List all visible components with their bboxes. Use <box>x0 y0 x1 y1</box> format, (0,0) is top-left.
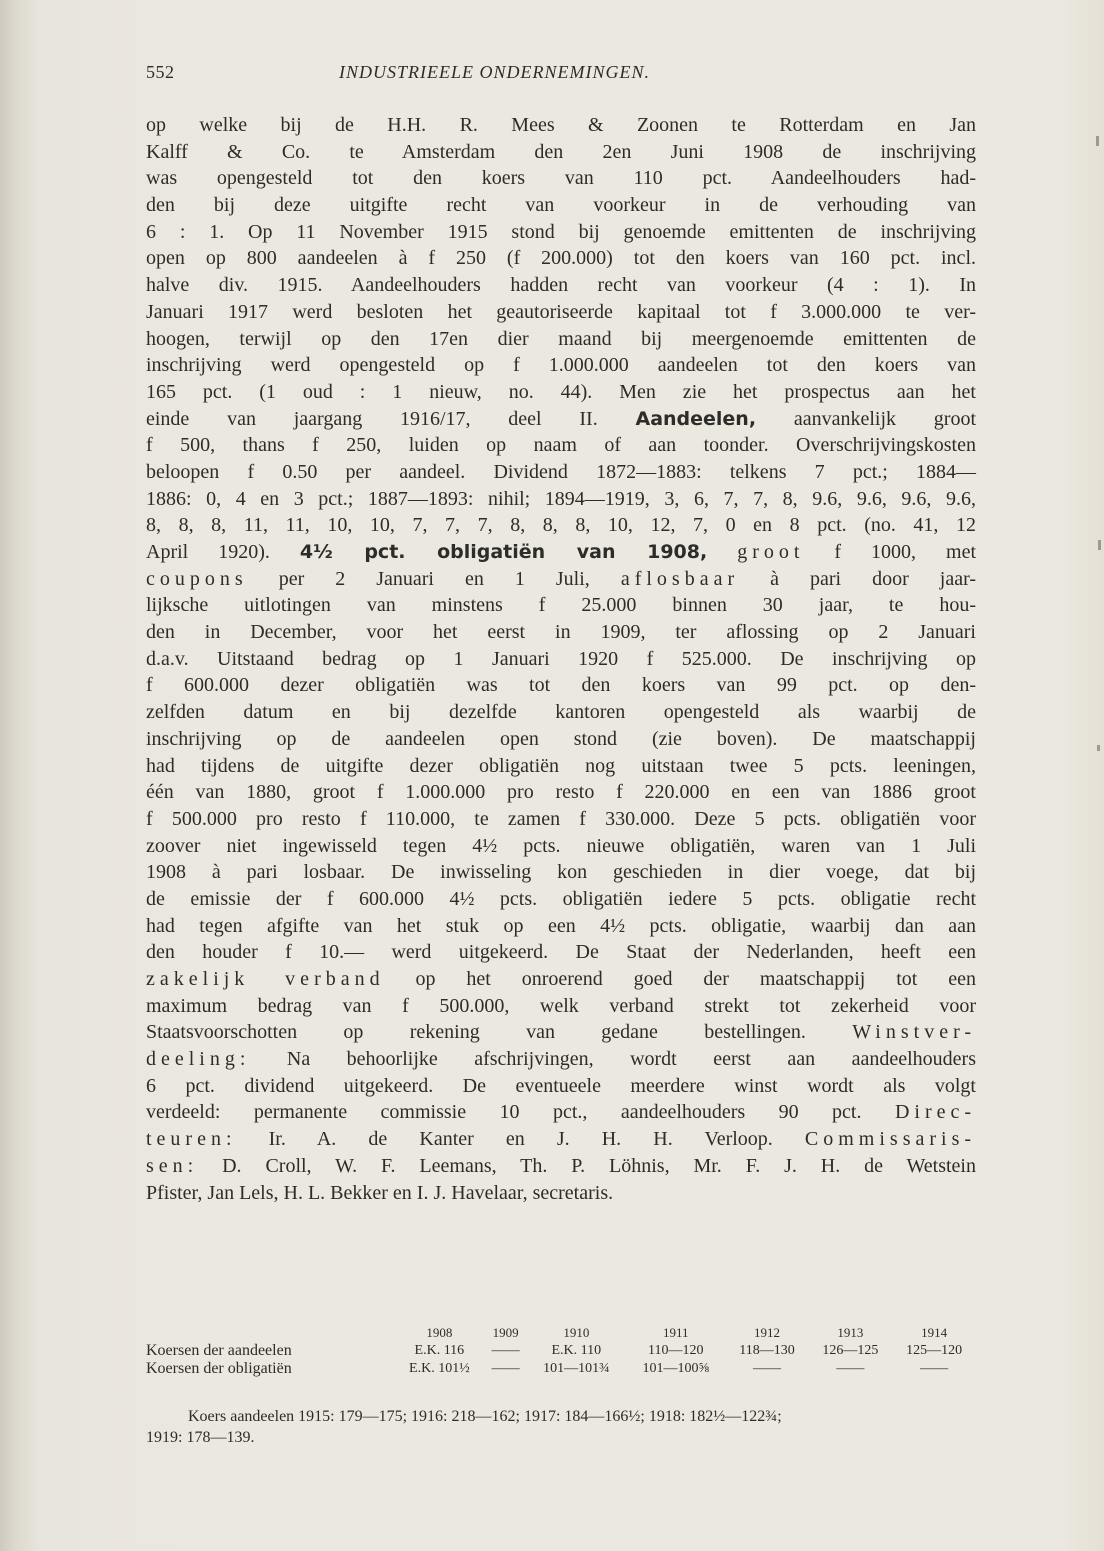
text-line: Januari 1917 werd besloten het geautoriseerde kapitaal tot f 3.000.000 te ver- <box>146 300 976 323</box>
text-line: 1886: 0, 4 en 3 pct.; 1887—1893: nihil; 1894—1919, 3, 6, 7, 7, 8, 9.6, 9.6, 9.6, 9.6, <box>146 487 976 510</box>
text-segment: Na behoorlijke afschrijvingen, wordt eerst aan aandeelhouders <box>286 1048 976 1071</box>
footnote-line: 1919: 178—139. <box>146 1429 255 1446</box>
spaced-term: sen: <box>146 1154 199 1177</box>
table-cell: —— <box>753 1361 781 1376</box>
price-table <box>146 1324 976 1378</box>
text-line: open op 800 aandeelen à f 250 (f 200.000) tot den koers van 160 pct. incl. <box>146 247 976 270</box>
table-cell: —— <box>920 1361 949 1376</box>
text-line: beloopen f 0.50 per aandeel. Dividend 1872—1883: telkens 7 pct.; 1884— <box>146 460 976 483</box>
text-line: 1908 à pari losbaar. De inwisseling kon geschieden in dier voege, dat bij <box>146 861 976 884</box>
text-line: inschrijving werd opengesteld op f 1.000.000 aandeelen tot den koers van <box>146 354 976 377</box>
text-line: Pfister, Jan Lels, H. L. Bekker en I. J. Havelaar, secretaris. <box>146 1181 614 1204</box>
year-header: 1912 <box>754 1325 780 1340</box>
text-line: de emissie der f 600.000 4½ pcts. obligatiën iedere 5 pcts. obligatie recht <box>146 887 976 910</box>
table-header-row <box>146 1324 976 1342</box>
footnote <box>146 1406 976 1448</box>
text-line: inschrijving op de aandeelen open stond (zie boven). De maatschappij <box>146 727 976 750</box>
text-line: halve div. 1915. Aandeelhouders hadden recht van voorkeur (4 : 1). In <box>146 274 976 297</box>
spaced-term: Direc- <box>894 1101 977 1124</box>
text-line: was opengesteld tot den koers van 110 pct. Aandeelhouders had- <box>146 167 976 190</box>
year-header: 1908 <box>426 1325 453 1340</box>
text-line <box>146 566 976 593</box>
text-segment: einde van jaargang 1916/17, deel II. <box>146 407 598 430</box>
text-line: zoover niet ingewisseld tegen 4½ pcts. nieuwe obligatiën, waren van 1 Juli <box>146 834 976 857</box>
spaced-term: Commissaris- <box>804 1128 977 1151</box>
margin-speck <box>1096 136 1099 146</box>
year-header: 1911 <box>663 1325 689 1340</box>
year-header: 1914 <box>921 1325 948 1340</box>
text-segment: verdeeld: permanente commissie 10 pct., aandeelhouders 90 pct. <box>146 1101 862 1124</box>
text-segment: aanvankelijk groot <box>793 407 977 430</box>
page-number: 552 <box>146 62 175 82</box>
table-cell: 125—120 <box>906 1343 963 1358</box>
table-cell: E.K. 110 <box>551 1343 602 1358</box>
text-line: f 500, thans f 250, luiden op naam of aan toonder. Overschrijvingskosten <box>146 434 976 457</box>
spaced-term: zakelijk verband <box>146 968 385 990</box>
text-segment: Ir. A. de Kanter en J. H. H. Verloop. <box>268 1128 773 1151</box>
margin-speck <box>1097 745 1100 751</box>
text-line: Kalff & Co. te Amsterdam den 2en Juni 1908 de inschrijving <box>146 140 976 163</box>
text-segment: Staatsvoorschotten op rekening van gedane bestellingen. <box>146 1021 806 1044</box>
row-label: Koersen der aandeelen <box>146 1342 292 1359</box>
text-line: d.a.v. Uitstaand bedrag op 1 Januari 1920 f 525.000. De inschrijving op <box>146 647 976 670</box>
text-line: had tegen afgifte van het stuk op een 4½ pcts. obligatie, waarbij dan aan <box>146 914 976 937</box>
text-segment: April 1920). <box>146 541 270 563</box>
table-cell: —— <box>491 1343 520 1358</box>
text-line: zelfden datum en bij dezelfde kantoren opengesteld als waarbij de <box>146 701 976 724</box>
text-line <box>146 966 976 993</box>
text-line: den houder f 10.— werd uitgekeerd. De Staat der Nederlanden, heeft een <box>146 941 976 964</box>
spaced-term: deeling: <box>146 1048 251 1071</box>
year-header: 1909 <box>492 1325 519 1340</box>
text-line <box>146 406 976 433</box>
table-cell: 118—130 <box>739 1343 795 1358</box>
table-cell: E.K. 101½ <box>409 1361 470 1376</box>
text-line <box>146 539 976 566</box>
table-cell: 101—100⅝ <box>642 1361 710 1376</box>
text-segment: per 2 Januari en 1 Juli, <box>278 567 590 590</box>
text-line: lijksche uitlotingen van minstens f 25.000 binnen 30 jaar, te hou- <box>146 594 976 617</box>
margin-speck <box>1098 540 1101 550</box>
text-line: 165 pct. (1 oud : 1 nieuw, no. 44). Men zie het prospectus aan het <box>146 380 976 403</box>
spaced-term: teuren: <box>146 1128 237 1151</box>
text-segment: f 1000, met <box>834 541 977 563</box>
text-line: maximum bedrag van f 500.000, welk verband strekt tot zekerheid voor <box>146 994 976 1017</box>
body-text <box>146 112 976 1206</box>
table-row <box>146 1342 976 1360</box>
text-line <box>146 1046 976 1073</box>
spaced-term: Winstver- <box>852 1021 977 1044</box>
table-cell: —— <box>491 1361 520 1376</box>
table-cell: —— <box>836 1361 865 1376</box>
text-line: op welke bij de H.H. R. Mees & Zoonen te Rotterdam en Jan <box>146 114 976 136</box>
table-cell: 101—101¾ <box>543 1361 610 1376</box>
section-heading-aandeelen: Aandeelen, <box>635 407 757 430</box>
text-line <box>146 1126 976 1153</box>
text-segment: op het onroerend goed der maatschappij tot een <box>415 968 977 990</box>
table-cell: 126—125 <box>822 1343 879 1358</box>
table-corner <box>146 1324 394 1342</box>
text-line: had tijdens de uitgifte dezer obligatiën nog uitstaan twee 5 pcts. leeningen, <box>146 754 976 777</box>
spaced-term: aflosbaar <box>620 567 740 590</box>
text-line: één van 1880, groot f 1.000.000 pro resto f 220.000 en een van 1886 groot <box>146 781 976 804</box>
table-row <box>146 1360 976 1378</box>
row-label: Koersen der obligatiën <box>146 1360 292 1377</box>
footnote-line: Koers aandeelen 1915: 179—175; 1916: 218—162; 1917: 184—166½; 1918: 182½—122¾; <box>188 1408 782 1425</box>
text-line: den in December, voor het eerst in 1909, ter aflossing op 2 Januari <box>146 621 976 644</box>
text-line <box>146 1099 976 1126</box>
spaced-term: coupons <box>146 567 248 590</box>
table-cell: 110—120 <box>648 1343 704 1358</box>
text-line: den bij deze uitgifte recht van voorkeur in de verhouding van <box>146 194 976 217</box>
text-line: 6 pct. dividend uitgekeerd. De eventueele meerdere winst wordt als volgt <box>146 1074 976 1097</box>
year-header: 1913 <box>837 1325 864 1340</box>
text-line <box>146 1019 976 1046</box>
text-segment: D. Croll, W. F. Leemans, Th. P. Löhnis, Mr. F. J. H. de Wetstein <box>222 1154 976 1177</box>
spaced-term: groot <box>737 541 805 563</box>
text-line: 6 : 1. Op 11 November 1915 stond bij genoemde emittenten de inschrijving <box>146 220 976 243</box>
text-line: hoogen, terwijl op den 17en dier maand bij meergenoemde emittenten de <box>146 327 976 350</box>
table-cell: E.K. 116 <box>414 1343 465 1358</box>
text-segment: à pari door jaar- <box>770 567 977 590</box>
page-header <box>146 62 976 90</box>
section-heading-obligatien: 4½ pct. obligatiën van 1908, <box>299 541 708 563</box>
text-line: 8, 8, 8, 11, 11, 10, 10, 7, 7, 7, 8, 8, 8, 10, 12, 7, 0 en 8 pct. (no. 41, 12 <box>146 514 976 537</box>
text-line <box>146 1153 976 1180</box>
text-line: f 600.000 dezer obligatiën was tot den koers van 99 pct. op den- <box>146 674 976 697</box>
text-line: f 500.000 pro resto f 110.000, te zamen f 330.000. Deze 5 pcts. obligatiën voor <box>146 807 976 830</box>
year-header: 1910 <box>563 1325 590 1340</box>
running-title: INDUSTRIEELE ONDERNEMINGEN. <box>339 62 650 82</box>
